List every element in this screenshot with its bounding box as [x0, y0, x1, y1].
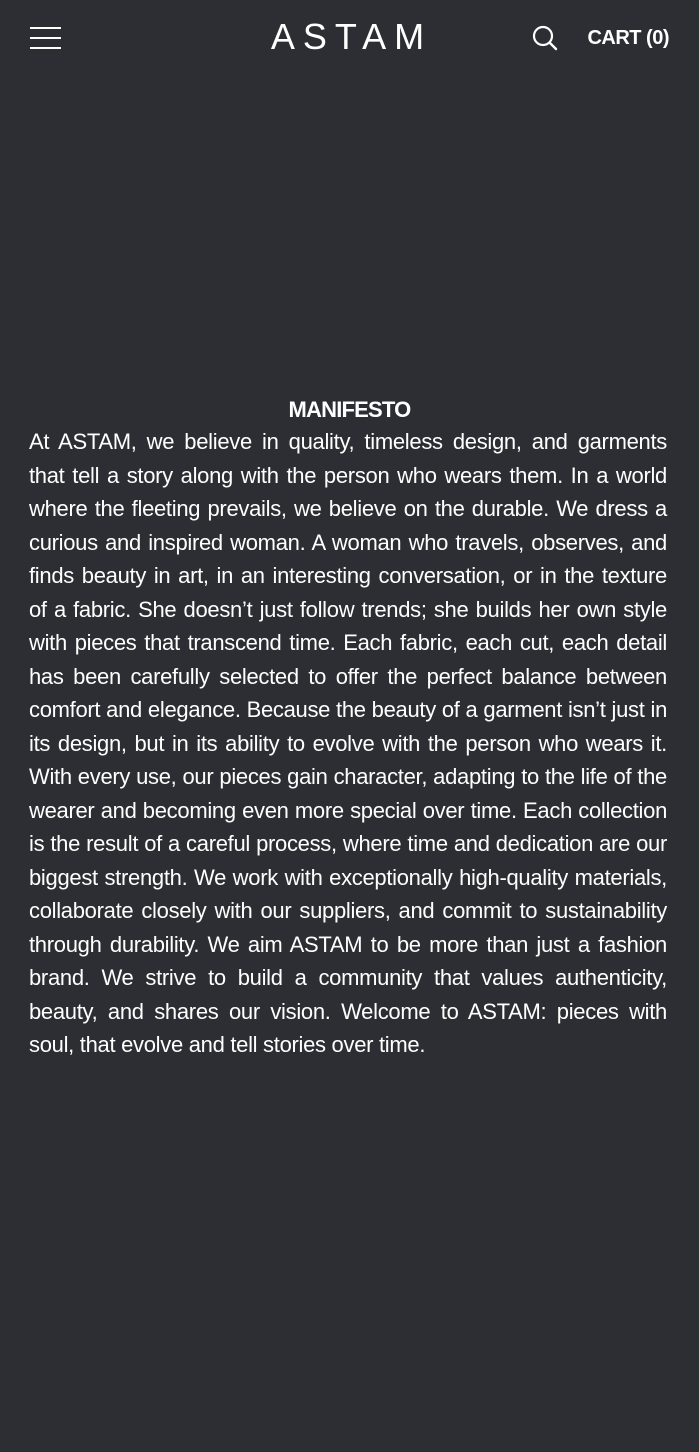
page-title: MANIFESTO	[288, 396, 411, 422]
search-button[interactable]	[530, 23, 560, 53]
cart-link[interactable]: CART (0)	[587, 27, 669, 49]
site-header	[0, 0, 699, 76]
manifesto-body: At ASTAM, we believe in quality, timeless design, and garments that tell a story along with the person who wears them. In a world where the fleeting prevails, we believe on the durable. We dress a curious and inspired woman. A woman who travels, observes, and finds beauty in art, in an interesting conversation, or in the texture of a fabric. She doesn’t just follow trends; she builds her own style with pieces that transcend time. Each fabric, each cut, each detail has been carefully selected to offer the perfect balance between comfort and elegance. Because the beauty of a garment isn’t just in its design, but in its ability to evolve with the person who wears it. With every use, our pieces gain character, adapting to the life of the wearer and becoming even more special over time. Each collection is the result of a careful process, where time and dedication are our biggest strength. We work with exceptionally high-quality materials, collaborate closely with our suppliers, and commit to sustainability through durability. We aim ASTAM to be more than just a fashion brand. We strive to build a community that values authenticity, beauty, and shares our vision. Welcome to ASTAM: pieces with soul, that evolve and tell stories over time.	[29, 429, 667, 1057]
search-icon	[530, 23, 560, 53]
site-logo[interactable]: ASTAM	[270, 16, 433, 57]
